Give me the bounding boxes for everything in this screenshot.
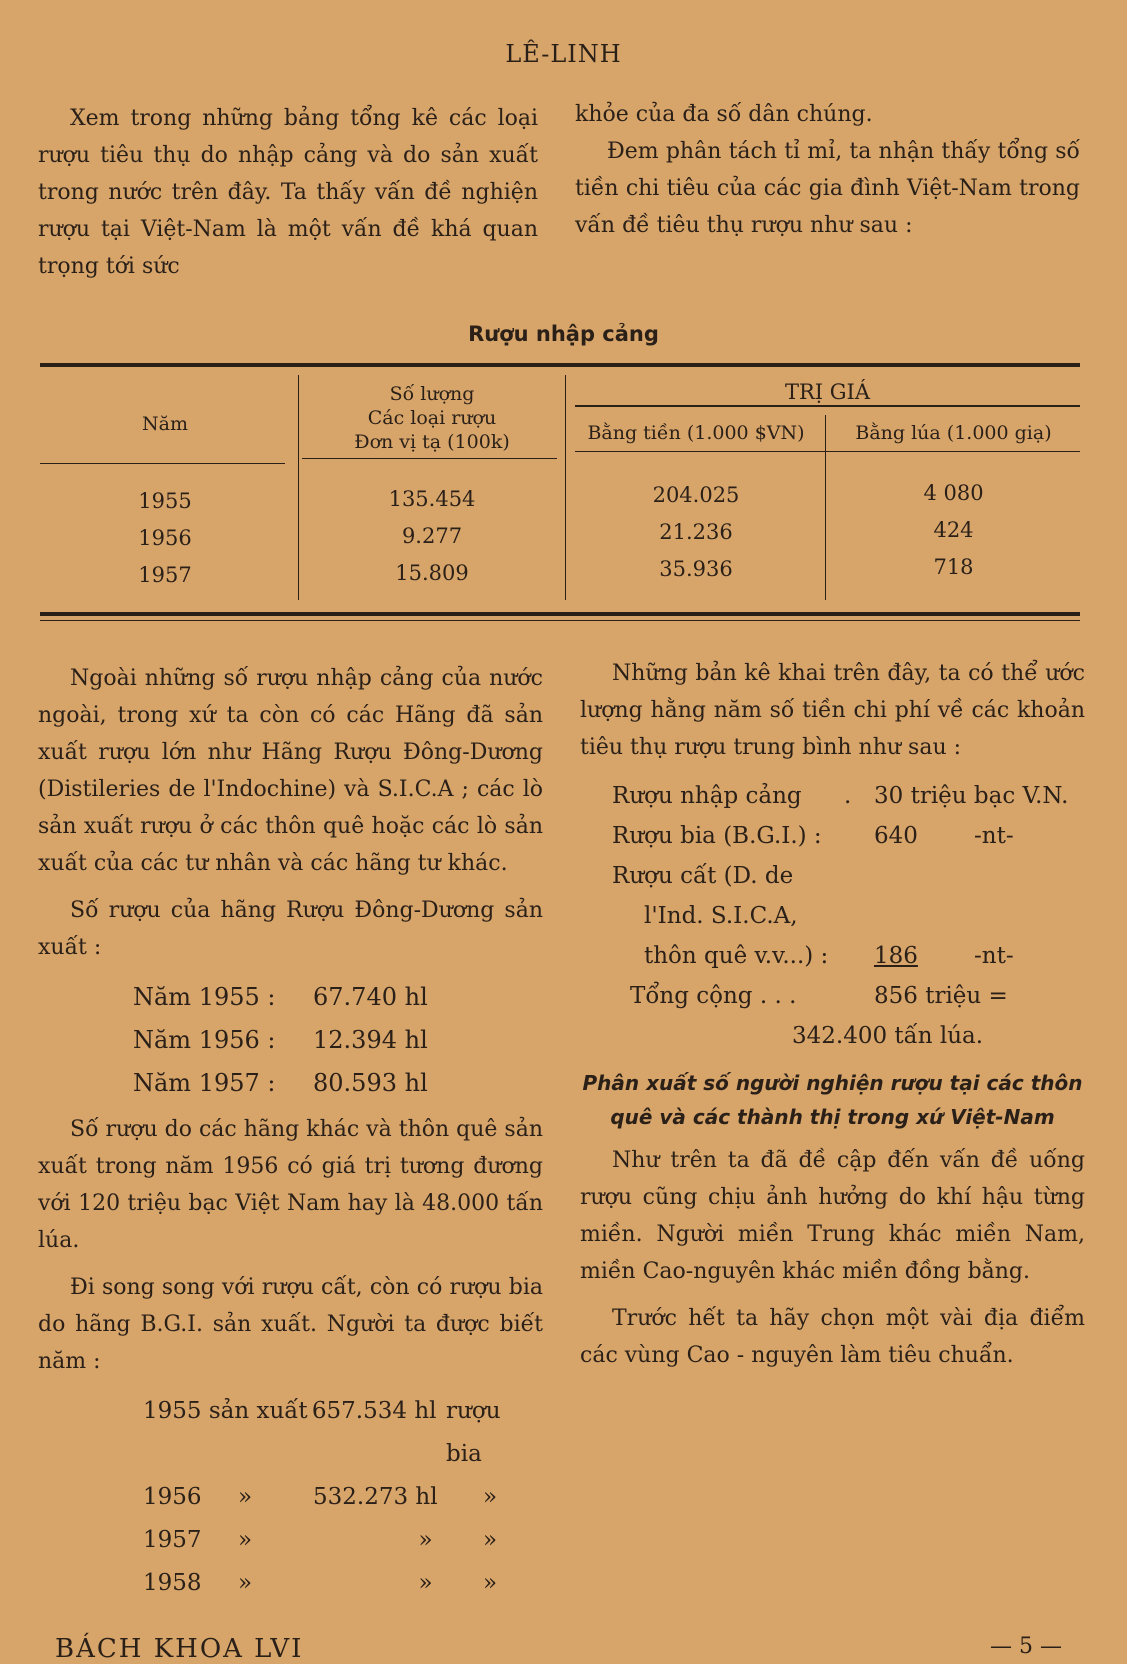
left-paragraph-1: Ngoài những số rượu nhập cảng của nước ngoài, trong xứ ta còn có các Hãng đã sản xuất rượu lớn như Hãng Rượu Đông-Dương (Distileries de l'Indochine) và S.I.C.A ; các lò sản xuất rượu ở các thôn quê hoặc các lò sản xuất của các tư nhân và các hãng tư khác. bbox=[38, 666, 543, 876]
page-number: — 5 — bbox=[990, 1634, 1062, 1659]
beer-year: 1956 bbox=[143, 1484, 202, 1510]
table-top-rule bbox=[40, 363, 1080, 367]
spending-row bbox=[612, 776, 1085, 816]
left-column bbox=[38, 660, 543, 1605]
beer-unit: » bbox=[483, 1570, 498, 1596]
production-value: 12.394 hl bbox=[313, 1026, 428, 1054]
beer-unit: » bbox=[483, 1484, 498, 1510]
spending-label: Rượu cất (D. de bbox=[612, 863, 794, 889]
total-rice: 342.400 tấn lúa. bbox=[792, 1023, 984, 1049]
cell-money: 204.025 bbox=[652, 483, 740, 507]
section-title: Phân xuất số người nghiện rượu tại các thôn quê và các thành thị trong xứ Việt-Nam bbox=[582, 1071, 1083, 1129]
production-label: Năm 1957 : bbox=[133, 1069, 276, 1097]
beer-row bbox=[143, 1476, 543, 1519]
col-header-money: Bằng tiền (1.000 $VN) bbox=[587, 422, 805, 444]
beer-mid: » bbox=[238, 1484, 253, 1510]
table-value-rule bbox=[575, 405, 1080, 407]
intro-right-paragraph-1: khỏe của đa số dân chúng. bbox=[575, 102, 873, 127]
total-value: 856 triệu = bbox=[874, 983, 1008, 1009]
spending-label: l'Ind. S.I.C.A, bbox=[644, 903, 798, 929]
beer-value: 532.273 hl bbox=[313, 1484, 438, 1510]
cell-year: 1956 bbox=[138, 526, 192, 550]
beer-row bbox=[143, 1519, 543, 1562]
table-divider bbox=[565, 375, 566, 600]
col-header-qty-3: Đơn vị tạ (100k) bbox=[354, 431, 510, 453]
beer-value: » bbox=[418, 1527, 433, 1553]
import-table bbox=[40, 375, 1080, 610]
beer-mid: » bbox=[238, 1527, 253, 1553]
beer-year: 1957 bbox=[143, 1527, 202, 1553]
beer-year: 1955 sản xuất bbox=[143, 1398, 308, 1424]
page-header: LÊ-LINH bbox=[505, 40, 622, 68]
intro-right-paragraph-2: Đem phân tách tỉ mỉ, ta nhận thấy tổng số tiền chi tiêu của các gia đình Việt-Nam trong vấn đề tiêu thụ rượu như sau : bbox=[575, 139, 1080, 238]
spending-row bbox=[612, 936, 1085, 976]
cell-qty: 15.809 bbox=[395, 561, 469, 585]
spending-unit: -nt- bbox=[974, 823, 1014, 849]
right-paragraph-1: Những bản kê khai trên đây, ta có thể ước lượng hằng năm số tiền chi phí về các khoản tiêu thụ rượu trung bình như sau : bbox=[580, 661, 1085, 760]
spending-unit: -nt- bbox=[974, 943, 1014, 969]
total-label: Tổng cộng . . . bbox=[630, 983, 797, 1009]
cell-rice: 4 080 bbox=[923, 481, 984, 505]
table-bottom-rule bbox=[40, 612, 1080, 616]
cell-money: 21.236 bbox=[659, 520, 733, 544]
spending-label: Rượu nhập cảng bbox=[612, 783, 802, 809]
spending-separator: . bbox=[844, 783, 852, 809]
col-header-qty-2: Các loại rượu bbox=[367, 407, 497, 429]
cell-qty: 135.454 bbox=[388, 487, 476, 511]
table-divider bbox=[825, 415, 826, 600]
table-header-rule bbox=[575, 451, 1080, 452]
cell-year: 1957 bbox=[138, 563, 192, 587]
table-bottom-rule-thin bbox=[40, 620, 1080, 621]
production-row bbox=[133, 1062, 543, 1105]
production-row bbox=[133, 976, 543, 1019]
spending-list bbox=[580, 776, 1085, 1056]
spending-row bbox=[612, 896, 1085, 936]
spending-row bbox=[612, 976, 1085, 1016]
beer-value: » bbox=[418, 1570, 433, 1596]
production-row bbox=[133, 1019, 543, 1062]
beer-value: 657.534 hl bbox=[311, 1398, 437, 1424]
right-column bbox=[580, 655, 1085, 1384]
intro-left-column bbox=[38, 100, 538, 295]
beer-unit: » bbox=[483, 1527, 498, 1553]
spending-value: 640 bbox=[874, 823, 918, 849]
beer-row bbox=[143, 1390, 543, 1476]
table-divider bbox=[298, 375, 299, 600]
col-header-value: TRỊ GIÁ bbox=[784, 380, 871, 404]
spending-row bbox=[612, 856, 1085, 896]
production-value: 80.593 hl bbox=[313, 1069, 428, 1097]
table-title: Rượu nhập cảng bbox=[468, 322, 659, 346]
spending-label: Rượu bia (B.G.I.) : bbox=[612, 823, 822, 849]
beer-year: 1958 bbox=[143, 1570, 202, 1596]
spending-value: 30 triệu bạc V.N. bbox=[874, 783, 1069, 809]
production-list bbox=[38, 976, 543, 1105]
cell-qty: 9.277 bbox=[401, 524, 463, 548]
cell-year: 1955 bbox=[138, 489, 192, 513]
beer-row bbox=[143, 1562, 543, 1605]
spending-label: thôn quê v.v...) : bbox=[644, 943, 829, 969]
col-header-year: Năm bbox=[142, 413, 188, 435]
beer-mid: » bbox=[238, 1570, 253, 1596]
table-header-rule bbox=[302, 458, 557, 459]
table-header-rule bbox=[40, 463, 285, 464]
spending-row bbox=[612, 816, 1085, 856]
production-label: Năm 1956 : bbox=[133, 1026, 276, 1054]
col-header-rice: Bằng lúa (1.000 giạ) bbox=[855, 422, 1052, 444]
right-paragraph-3: Trước hết ta hãy chọn một vài địa điểm các vùng Cao - nguyên làm tiêu chuẩn. bbox=[580, 1306, 1085, 1368]
col-header-qty-1: Số lượng bbox=[389, 383, 475, 405]
left-paragraph-2: Số rượu của hãng Rượu Đông-Dương sản xuất : bbox=[38, 898, 543, 960]
spending-row bbox=[612, 1016, 1085, 1056]
footer-magazine: BÁCH KHOA LVI bbox=[55, 1634, 304, 1664]
left-paragraph-3: Số rượu do các hãng khác và thôn quê sản xuất trong năm 1956 có giá trị tương đương với 120 triệu bạc Việt Nam hay là 48.000 tấn lúa. bbox=[38, 1117, 543, 1253]
cell-rice: 718 bbox=[933, 555, 974, 579]
cell-rice: 424 bbox=[933, 518, 974, 542]
intro-right-column bbox=[575, 96, 1080, 254]
beer-unit: rượu bia bbox=[446, 1398, 501, 1467]
production-value: 67.740 hl bbox=[313, 983, 428, 1011]
intro-left-paragraph: Xem trong những bảng tổng kê các loại rượu tiêu thụ do nhập cảng và do sản xuất trong nước trên đây. Ta thấy vấn đề nghiện rượu tại Việt-Nam là một vấn đề khá quan trọng tới sức bbox=[38, 106, 538, 279]
production-label: Năm 1955 : bbox=[133, 983, 276, 1011]
spending-value: 186 bbox=[874, 943, 918, 969]
beer-list bbox=[38, 1390, 543, 1605]
right-paragraph-2: Như trên ta đã đề cập đến vấn đề uống rượu cũng chịu ảnh hưởng do khí hậu từng miền. Người miền Trung khác miền Nam, miền Cao-nguyên khác miền đồng bằng. bbox=[580, 1148, 1085, 1284]
left-paragraph-4: Đi song song với rượu cất, còn có rượu bia do hãng B.G.I. sản xuất. Người ta được biết năm : bbox=[38, 1275, 543, 1374]
cell-money: 35.936 bbox=[659, 557, 733, 581]
